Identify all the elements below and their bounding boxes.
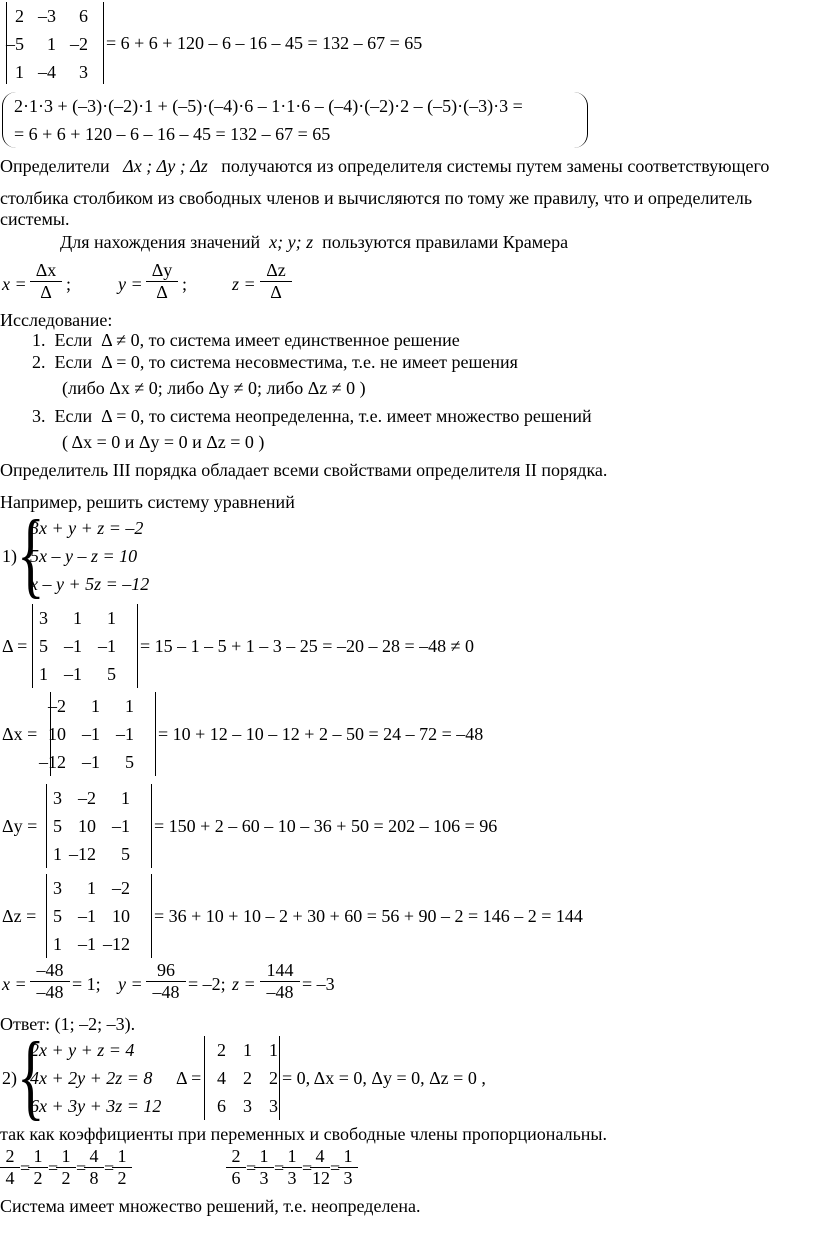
cramer-variable: y = bbox=[118, 274, 143, 294]
matrix-cell: 2 bbox=[15, 6, 24, 26]
matrix-cell: 1 bbox=[53, 844, 62, 864]
research-item bbox=[32, 330, 460, 351]
fraction-numerator: 1 bbox=[287, 1146, 297, 1166]
fraction-numerator: 144 bbox=[266, 960, 294, 980]
matrix-cell: 3 bbox=[53, 878, 62, 898]
fraction-denominator: 12 bbox=[312, 1168, 330, 1188]
matrix-cell: –1 bbox=[112, 816, 130, 836]
fraction-numerator: 96 bbox=[157, 960, 175, 980]
item-text: Если bbox=[54, 330, 93, 350]
paragraph-text: столбика столбиком из свободных членов и вычисляются по тому же правилу, что и определитель bbox=[0, 188, 753, 208]
matrix-cell: 1 bbox=[125, 696, 134, 716]
matrix-cell: 10 bbox=[78, 816, 96, 836]
matrix-cell: 10 bbox=[112, 906, 130, 926]
fraction-numerator: 1 bbox=[117, 1146, 127, 1166]
delta-label: Δ = bbox=[176, 1068, 202, 1088]
matrix-cell: 2 bbox=[243, 1068, 252, 1088]
matrix-cell: 1 bbox=[91, 696, 100, 716]
fraction-numerator: 1 bbox=[33, 1146, 43, 1166]
ratio-fraction bbox=[338, 1146, 358, 1189]
fraction-denominator: 2 bbox=[112, 1167, 132, 1189]
fraction-numerator: 1 bbox=[61, 1146, 71, 1166]
fraction-denominator: –48 bbox=[260, 981, 300, 1003]
matrix-cell: 2 bbox=[269, 1068, 278, 1088]
fraction-denominator: 4 bbox=[0, 1167, 20, 1189]
matrix-cell: 1 bbox=[47, 34, 56, 54]
matrix-cell: –1 bbox=[116, 724, 134, 744]
ratio-fraction bbox=[0, 1146, 20, 1189]
determinant-expression: = 36 + 10 + 10 – 2 + 30 + 60 = 56 + 90 – 2 = 146 – 2 = 144 bbox=[154, 906, 583, 926]
equals-sign: = bbox=[330, 1158, 341, 1178]
paragraph-cramer bbox=[60, 232, 568, 253]
matrix-cell: –1 bbox=[82, 752, 100, 772]
paragraph-text: пользуются правилами Крамера bbox=[322, 232, 569, 252]
research-item bbox=[32, 406, 592, 427]
solution-fraction bbox=[146, 960, 186, 1003]
paragraph-text: получаются из определителя системы путем замены соответствующего bbox=[221, 156, 770, 176]
matrix-cell: –1 bbox=[78, 934, 96, 954]
equals-sign: = bbox=[20, 1158, 31, 1178]
item-text: , то система несовместима, т.е. не имеет решения bbox=[139, 352, 518, 372]
calculation-line-1: 2·1·3 + (–3)·(–2)·1 + (–5)·(–4)·6 – 1·1·6 – (–4)·(–2)·2 – (–5)·(–3)·3 = bbox=[14, 96, 523, 116]
determinant-expression: = 6 + 6 + 120 – 6 – 16 – 45 = 132 – 67 = 65 bbox=[106, 33, 423, 53]
fraction-denominator: 3 bbox=[254, 1167, 274, 1189]
paragraph-text: так как коэффициенты при переменных и свободные члены пропорциональны. bbox=[0, 1124, 608, 1144]
delta-label: Δ = bbox=[2, 636, 28, 656]
research-item bbox=[32, 352, 518, 373]
conclusion: Система имеет множество решений, т.е. неопределена. bbox=[0, 1196, 421, 1216]
fraction-numerator: Δz bbox=[266, 260, 286, 280]
solution-result: = 1; bbox=[72, 974, 101, 994]
determinant-expression: = 15 – 1 – 5 + 1 – 3 – 25 = –20 – 28 = –48 ≠ 0 bbox=[140, 636, 474, 656]
fraction-denominator: –48 bbox=[146, 981, 186, 1003]
research-note: ( Δx = 0 и Δy = 0 и Δz = 0 ) bbox=[62, 432, 265, 452]
ratio-fraction bbox=[112, 1146, 132, 1189]
matrix-cell: –2 bbox=[48, 696, 66, 716]
matrix-cell: –2 bbox=[112, 878, 130, 898]
calculation-line-2: = 6 + 6 + 120 – 6 – 16 – 45 = 132 – 67 = 65 bbox=[14, 124, 331, 144]
fraction-numerator: Δy bbox=[151, 260, 173, 280]
cramer-fraction bbox=[30, 260, 62, 303]
matrix-cell: –4 bbox=[38, 62, 56, 82]
ratio-fraction bbox=[28, 1146, 48, 1189]
equals-sign: = bbox=[76, 1158, 87, 1178]
matrix-cell: –12 bbox=[103, 934, 130, 954]
determinant-expression: = 150 + 2 – 60 – 10 – 36 + 50 = 202 – 106 = 96 bbox=[154, 816, 498, 836]
item-text: , то система неопределенна, т.е. имеет множество решений bbox=[139, 406, 592, 426]
matrix-cell: 3 bbox=[53, 788, 62, 808]
item-condition: Δ = 0 bbox=[101, 406, 140, 426]
ratio-fraction bbox=[254, 1146, 274, 1189]
matrix-cell: 3 bbox=[79, 62, 88, 82]
system-label: 2) bbox=[2, 1068, 17, 1088]
matrix-cell: 6 bbox=[217, 1096, 226, 1116]
item-text: , то система имеет единственное решение bbox=[139, 330, 460, 350]
matrix-cell: –2 bbox=[78, 788, 96, 808]
fraction-denominator: 2 bbox=[28, 1167, 48, 1189]
equation: 2x + y + z = 4 bbox=[30, 1040, 135, 1060]
matrix-cell: 5 bbox=[39, 636, 48, 656]
cramer-fraction bbox=[260, 260, 292, 303]
system-brace: { bbox=[17, 1022, 45, 1129]
matrix-cell: 5 bbox=[121, 844, 130, 864]
delta-label: Δx = bbox=[2, 724, 38, 744]
matrix-cell: –2 bbox=[70, 34, 88, 54]
fraction-numerator: –48 bbox=[36, 960, 64, 980]
matrix-cell: 1 bbox=[87, 878, 96, 898]
matrix-cell: 1 bbox=[107, 608, 116, 628]
matrix-cell: –1 bbox=[98, 636, 116, 656]
fraction-denominator: 6 bbox=[226, 1167, 246, 1189]
fraction-denominator: Δ bbox=[30, 281, 62, 303]
ratio-fraction bbox=[282, 1146, 302, 1189]
matrix-cell: 3 bbox=[243, 1096, 252, 1116]
matrix-cell: –12 bbox=[69, 844, 96, 864]
cramer-fraction bbox=[146, 260, 178, 303]
item-text: Если bbox=[54, 406, 93, 426]
solution-fraction bbox=[30, 960, 70, 1003]
paragraph-text: системы. bbox=[0, 209, 70, 229]
paragraph-text: Определитель III порядка обладает всеми свойствами определителя II порядка. bbox=[0, 460, 608, 480]
matrix-cell: –12 bbox=[39, 752, 66, 772]
item-number: 2. bbox=[32, 352, 46, 372]
solution-variable: x = bbox=[2, 974, 27, 994]
matrix-cell: –1 bbox=[64, 636, 82, 656]
delta-label: Δz = bbox=[2, 906, 37, 926]
matrix-cell: 10 bbox=[48, 724, 66, 744]
section-title: Исследование: bbox=[0, 310, 113, 330]
matrix-cell: 1 bbox=[15, 62, 24, 82]
equation: x – y + 5z = –12 bbox=[30, 574, 150, 594]
matrix-cell: 1 bbox=[73, 608, 82, 628]
system-label: 1) bbox=[2, 546, 17, 566]
matrix-cell: 4 bbox=[217, 1068, 226, 1088]
matrix-cell: 3 bbox=[39, 608, 48, 628]
fraction-denominator: 8 bbox=[84, 1167, 104, 1189]
matrix-cell: 6 bbox=[79, 6, 88, 26]
matrix-cell: 5 bbox=[53, 906, 62, 926]
fraction-numerator: 4 bbox=[315, 1146, 325, 1166]
equals-sign: = bbox=[48, 1158, 59, 1178]
matrix-cell: 5 bbox=[107, 664, 116, 684]
matrix-cell: –1 bbox=[82, 724, 100, 744]
fraction-numerator: 4 bbox=[89, 1146, 99, 1166]
equals-sign: = bbox=[274, 1158, 285, 1178]
cramer-variable: z = bbox=[232, 274, 256, 294]
determinant-expression: = 10 + 12 – 10 – 12 + 2 – 50 = 24 – 72 = –48 bbox=[158, 724, 484, 744]
fraction-numerator: 1 bbox=[343, 1146, 353, 1166]
matrix-cell: 5 bbox=[125, 752, 134, 772]
solution-variable: z = bbox=[232, 974, 256, 994]
solution-variable: y = bbox=[118, 974, 143, 994]
cramer-variable: x = bbox=[2, 274, 27, 294]
matrix-cell: –5 bbox=[6, 34, 24, 54]
ratio-fraction bbox=[56, 1146, 76, 1189]
equals-sign: = bbox=[104, 1158, 115, 1178]
equation: 3x + y + z = –2 bbox=[30, 518, 144, 538]
delta-label: Δy = bbox=[2, 816, 38, 836]
fraction-denominator: 3 bbox=[282, 1167, 302, 1189]
item-number: 3. bbox=[32, 406, 46, 426]
matrix-cell: 1 bbox=[269, 1040, 278, 1060]
research-note: (либо Δx ≠ 0; либо Δy ≠ 0; либо Δz ≠ 0 ) bbox=[62, 378, 366, 398]
matrix-cell: 1 bbox=[53, 934, 62, 954]
item-condition: Δ = 0 bbox=[101, 352, 140, 372]
separator: ; bbox=[66, 274, 72, 294]
equation: 6x + 3y + 3z = 12 bbox=[30, 1096, 162, 1116]
matrix-cell: –1 bbox=[78, 906, 96, 926]
fraction-numerator: 2 bbox=[231, 1146, 241, 1166]
fraction-numerator: Δx bbox=[35, 260, 57, 280]
item-condition: Δ ≠ 0 bbox=[101, 330, 140, 350]
fraction-numerator: 2 bbox=[5, 1146, 15, 1166]
paragraph-text: Например, решить систему уравнений bbox=[0, 492, 295, 512]
solution-fraction bbox=[260, 960, 300, 1003]
determinant-expression: = 0, Δx = 0, Δy = 0, Δz = 0 , bbox=[282, 1068, 486, 1088]
matrix-cell: –3 bbox=[38, 6, 56, 26]
equation: 5x – y – z = 10 bbox=[30, 546, 138, 566]
equals-sign: = bbox=[302, 1158, 313, 1178]
matrix-cell: 1 bbox=[121, 788, 130, 808]
paragraph-determinants bbox=[0, 156, 812, 177]
ratio-fraction bbox=[226, 1146, 246, 1189]
solution-result: = –3 bbox=[302, 974, 335, 994]
matrix-cell: 2 bbox=[217, 1040, 226, 1060]
matrix-cell: –1 bbox=[64, 664, 82, 684]
paragraph-text: Определители bbox=[0, 156, 110, 176]
solution-result: = –2; bbox=[188, 974, 226, 994]
matrix-cell: 1 bbox=[243, 1040, 252, 1060]
equals-sign: = bbox=[246, 1158, 257, 1178]
fraction-denominator: –48 bbox=[30, 981, 70, 1003]
system-brace: { bbox=[17, 500, 45, 607]
ratio-fraction bbox=[310, 1146, 330, 1189]
matrix-cell: 1 bbox=[39, 664, 48, 684]
equation: 4x + 2y + 2z = 8 bbox=[30, 1068, 153, 1088]
fraction-denominator: Δ bbox=[260, 281, 292, 303]
fraction-numerator: 1 bbox=[259, 1146, 269, 1166]
ratio-fraction bbox=[84, 1146, 104, 1189]
delta-symbols: Δx ; Δy ; Δz bbox=[123, 156, 208, 176]
separator: ; bbox=[182, 274, 188, 294]
fraction-denominator: 3 bbox=[338, 1167, 358, 1189]
fraction-denominator: 2 bbox=[56, 1167, 76, 1189]
matrix-cell: 5 bbox=[53, 816, 62, 836]
answer: Ответ: (1; –2; –3). bbox=[0, 1014, 136, 1034]
item-number: 1. bbox=[32, 330, 46, 350]
variables: x; y; z bbox=[269, 232, 314, 252]
matrix-cell: 3 bbox=[269, 1096, 278, 1116]
fraction-denominator: Δ bbox=[146, 281, 178, 303]
paragraph-text: Для нахождения значений bbox=[60, 232, 261, 252]
item-text: Если bbox=[54, 352, 93, 372]
